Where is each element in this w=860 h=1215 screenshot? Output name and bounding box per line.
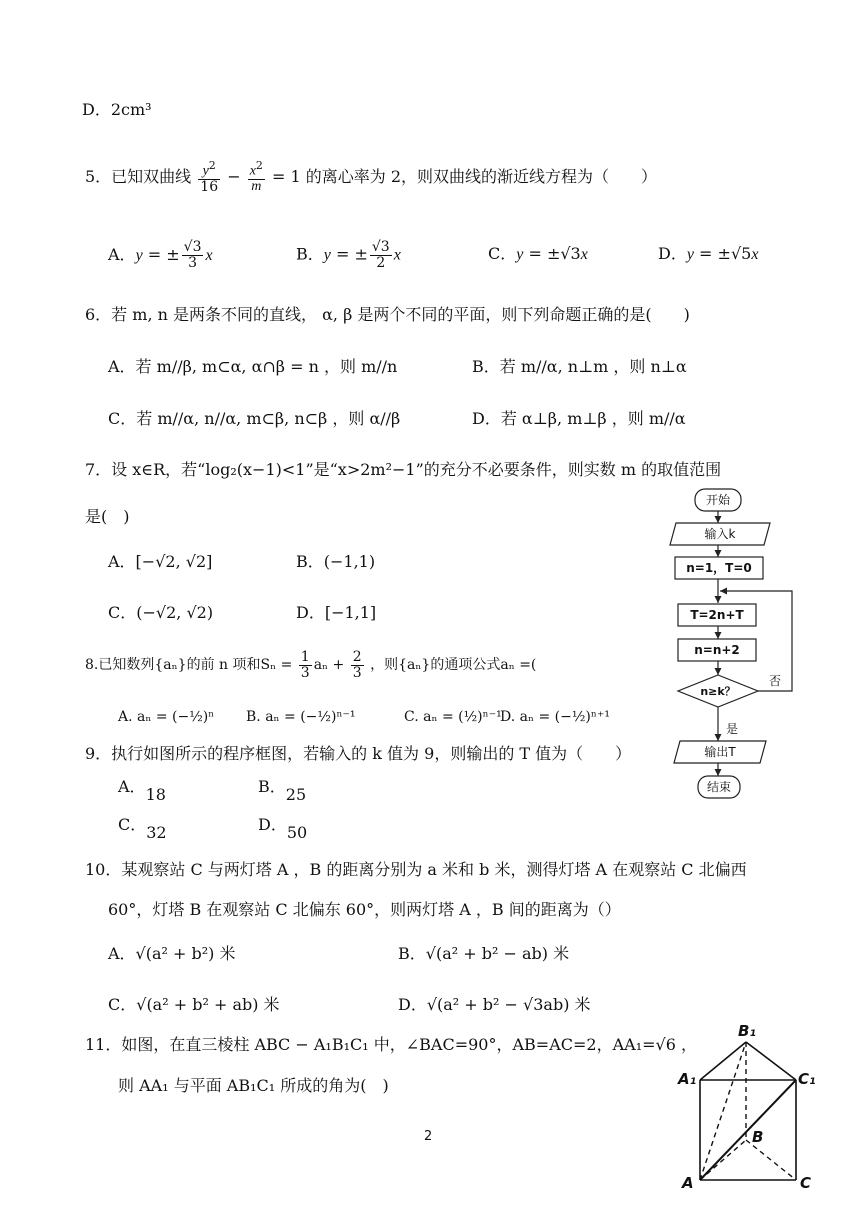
q7-option-d: D．[−1,1] <box>296 603 377 622</box>
q8-option-d: D. aₙ = (−½)ⁿ⁺¹ <box>500 709 610 725</box>
prism-label-b: B <box>752 1128 764 1146</box>
q4-option-d: D．2cm³ <box>82 100 152 119</box>
q5-frac-y: $\frac{y^2}{16}$ <box>200 159 219 196</box>
q7-option-b: B．(−1,1) <box>296 552 376 571</box>
flow-step1-label: T=2n+T <box>690 608 744 622</box>
prism-label-c: C <box>800 1174 812 1192</box>
flow-init-label: n=1，T=0 <box>686 561 752 575</box>
q7-option-a: A．[−√2, √2] <box>108 552 213 571</box>
q7-stem-line1: 7．设 x∈R，若“log₂(x−1)<1”是“x>2m²−1”的充分不必要条件，则实数 m 的取值范围 <box>85 460 722 479</box>
prism-label-a: A <box>682 1174 694 1192</box>
q6-stem: 6．若 m, n 是两条不同的直线， α, β 是两个不同的平面，则下列命题正确的是( ) <box>85 305 690 324</box>
q8-option-a: A. aₙ = (−½)ⁿ <box>118 709 215 725</box>
flow-yes-label: 是 <box>725 722 739 736</box>
q9-stem: 9．执行如图所示的程序框图，若输入的 k 值为 9，则输出的 T 值为（ ） <box>85 744 632 763</box>
q10-option-b: B．√(a² + b² − ab) 米 <box>398 944 570 963</box>
q7-stem-line2: 是( ) <box>85 507 130 526</box>
q9-option-b: B．25 <box>258 777 307 804</box>
prism-figure <box>672 1018 822 1198</box>
flow-end-label: 结束 <box>706 780 732 794</box>
page-number: 2 <box>424 1129 433 1144</box>
q11-stem-line2: 则 AA₁ 与平面 AB₁C₁ 所成的角为( ) <box>118 1076 389 1095</box>
q5-option-c: C．y = ±√3x <box>488 244 588 263</box>
flow-step2-label: n=n+2 <box>694 643 740 657</box>
flow-condition-label: n≥k？ <box>700 685 736 698</box>
q8-stem-end: ，则{aₙ}的通项公式aₙ =( <box>370 657 537 674</box>
prism-label-a1: A₁ <box>678 1070 697 1088</box>
q5-option-b: B．y = ± $\frac{√3}{2}$ x <box>296 239 401 271</box>
q10-option-c: C．√(a² + b² + ab) 米 <box>108 995 280 1014</box>
q5-frac-x: $\frac{x^2}{m}$ <box>249 159 263 195</box>
prism-label-b1: B₁ <box>738 1022 757 1040</box>
q9-option-c: C．32 <box>118 815 167 842</box>
q8-option-c: C. aₙ = (½)ⁿ⁻¹ <box>404 709 502 725</box>
q6-option-b: B．若 m//α, n⊥m ，则 n⊥α <box>472 357 687 376</box>
flow-start-label: 开始 <box>705 493 731 507</box>
q5-option-d: D．y = ±√5x <box>658 244 759 263</box>
q5-option-a: A．y = ± $\frac{√3}{3}$ x <box>108 239 213 271</box>
q10-option-d: D．√(a² + b² − √3ab) 米 <box>398 995 591 1014</box>
q10-option-a: A．√(a² + b²) 米 <box>108 944 236 963</box>
flow-input-label: 输入k <box>704 527 736 541</box>
q6-option-c: C．若 m//α, n//α, m⊂β, n⊂β ，则 α//β <box>108 409 401 428</box>
q9-option-d: D．50 <box>258 815 308 842</box>
q5-stem-end: 的离心率为 2，则双曲线的渐近线方程为（ ） <box>305 167 658 187</box>
q10-stem-line1: 10．某观察站 C 与两灯塔 A ，B 的距离分别为 a 米和 b 米，测得灯塔 A 在观察站 C 北偏西 <box>85 860 747 879</box>
prism-label-c1: C₁ <box>798 1070 816 1088</box>
q7-option-c: C．(−√2, √2) <box>108 603 214 622</box>
q6-option-d: D．若 α⊥β, m⊥β ，则 m//α <box>472 409 686 428</box>
flow-output-label: 输出T <box>704 745 736 759</box>
q8-stem: 8.已知数列{aₙ}的前 n 项和Sₙ = $\frac{1}{3}$ aₙ + $\frac{2}{3}$ ，则{aₙ}的通项公式aₙ =( <box>85 649 537 681</box>
q5-stem-start: 5．已知双曲线 <box>85 167 192 187</box>
q8-option-b: B. aₙ = (−½)ⁿ⁻¹ <box>246 709 356 725</box>
q5-stem: 5．已知双曲线 $\frac{y^2}{16}$ − $\frac{x^2}{m}$ = 1 的离心率为 2，则双曲线的渐近线方程为（ ） <box>85 159 658 196</box>
q8-stem-start: 8.已知数列{aₙ}的前 n 项和Sₙ = <box>85 657 293 674</box>
q11-stem-line1: 11．如图，在直三棱柱 ABC − A₁B₁C₁ 中，∠BAC=90°，AB=AC=2，AA₁=√6 ， <box>85 1035 697 1054</box>
flow-no-label: 否 <box>768 674 782 688</box>
q5-options <box>108 240 213 270</box>
q6-option-a: A．若 m//β, m⊂α, α∩β = n ，则 m//n <box>108 357 398 376</box>
q9-option-a: A．18 <box>118 777 166 804</box>
flowchart <box>660 485 810 805</box>
q10-stem-line2: 60°，灯塔 B 在观察站 C 北偏东 60°，则两灯塔 A ，B 间的距离为（） <box>108 900 621 919</box>
